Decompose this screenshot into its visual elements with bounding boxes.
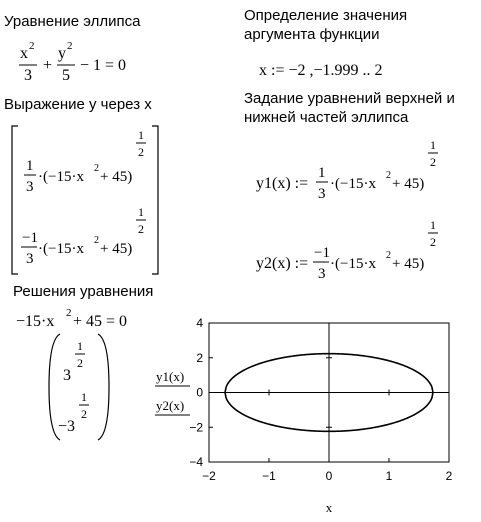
svg-text:2: 2	[29, 40, 35, 52]
svg-text:3: 3	[318, 266, 326, 282]
range-definition: x := −2 ,−1.999 .. 2	[259, 62, 383, 79]
svg-text:·(−15·x: ·(−15·x	[330, 256, 376, 272]
heading-halves-1: Задание уравнений верхней и	[244, 90, 455, 107]
svg-text:2: 2	[430, 235, 436, 249]
svg-text:−1: −1	[314, 245, 330, 261]
svg-text:+: +	[43, 57, 53, 74]
svg-text:3: 3	[318, 186, 326, 202]
heading-ellipse-equation: Уравнение эллипса	[4, 13, 141, 30]
svg-text:2: 2	[386, 170, 391, 181]
svg-text:·(−15·x: ·(−15·x	[38, 241, 84, 257]
y-axis-label-y2: y2(x)	[156, 398, 185, 413]
svg-text:−1: −1	[22, 230, 38, 246]
svg-text:·(−15·x: ·(−15·x	[38, 169, 84, 185]
svg-text:2: 2	[430, 155, 436, 169]
svg-text:1: 1	[81, 390, 87, 404]
svg-text:+ 45): + 45)	[392, 176, 425, 192]
svg-text:5: 5	[62, 67, 70, 84]
svg-text:− 1 = 0: − 1 = 0	[80, 57, 127, 74]
svg-text:2: 2	[67, 40, 73, 52]
svg-text:2: 2	[94, 163, 99, 174]
svg-text:1: 1	[138, 128, 144, 142]
svg-text:+ 45): + 45)	[100, 169, 133, 185]
y-tick-label: −2	[189, 420, 203, 435]
svg-text:2: 2	[81, 407, 87, 421]
svg-text:3: 3	[24, 67, 32, 84]
x-tick-label: 0	[325, 469, 333, 483]
heading-halves-2: нижней частей эллипса	[244, 109, 409, 126]
svg-text:2: 2	[77, 356, 83, 370]
svg-text:−15·x: −15·x	[16, 313, 55, 330]
svg-text:−3: −3	[58, 418, 76, 435]
svg-text:1: 1	[430, 218, 436, 232]
heading-solutions: Решения уравнения	[13, 283, 154, 300]
heading-express-y: Выражение у через х	[4, 96, 152, 113]
svg-text:y2(x) :=: y2(x) :=	[256, 255, 309, 272]
svg-text:x: x	[20, 45, 28, 62]
svg-text:y1(x) :=: y1(x) :=	[256, 175, 309, 192]
svg-text:1: 1	[430, 138, 436, 152]
y-axis-label-y1: y1(x)	[156, 369, 185, 384]
heading-argument-definition-2: аргумента функции	[244, 26, 380, 43]
svg-text:3: 3	[26, 251, 34, 267]
svg-text:y: y	[58, 45, 66, 62]
y-tick-label: −4	[189, 455, 203, 469]
heading-argument-definition-1: Определение значения	[244, 7, 408, 24]
svg-text:1: 1	[77, 339, 83, 353]
x-tick-label: 1	[385, 469, 393, 483]
svg-text:3: 3	[26, 179, 34, 195]
x-tick-label: −2	[202, 469, 216, 483]
svg-text:3: 3	[63, 367, 71, 384]
svg-text:2: 2	[66, 307, 72, 319]
svg-text:·(−15·x: ·(−15·x	[330, 176, 376, 192]
x-tick-label: 2	[445, 469, 453, 483]
x-tick-label: −1	[262, 469, 276, 483]
svg-text:1: 1	[318, 165, 326, 181]
svg-text:+ 45): + 45)	[392, 256, 425, 272]
svg-text:2: 2	[138, 222, 144, 236]
svg-text:+ 45): + 45)	[100, 241, 133, 257]
svg-text:2: 2	[138, 145, 144, 159]
y-tick-label: 2	[196, 350, 203, 365]
y-tick-label: 0	[196, 385, 203, 400]
svg-text:1: 1	[26, 158, 34, 174]
svg-text:+ 45 = 0: + 45 = 0	[73, 313, 128, 330]
svg-text:2: 2	[94, 235, 99, 246]
y-tick-label: 4	[196, 316, 203, 330]
svg-text:1: 1	[138, 205, 144, 219]
svg-text:2: 2	[386, 250, 391, 261]
x-axis-label: x	[325, 500, 333, 515]
